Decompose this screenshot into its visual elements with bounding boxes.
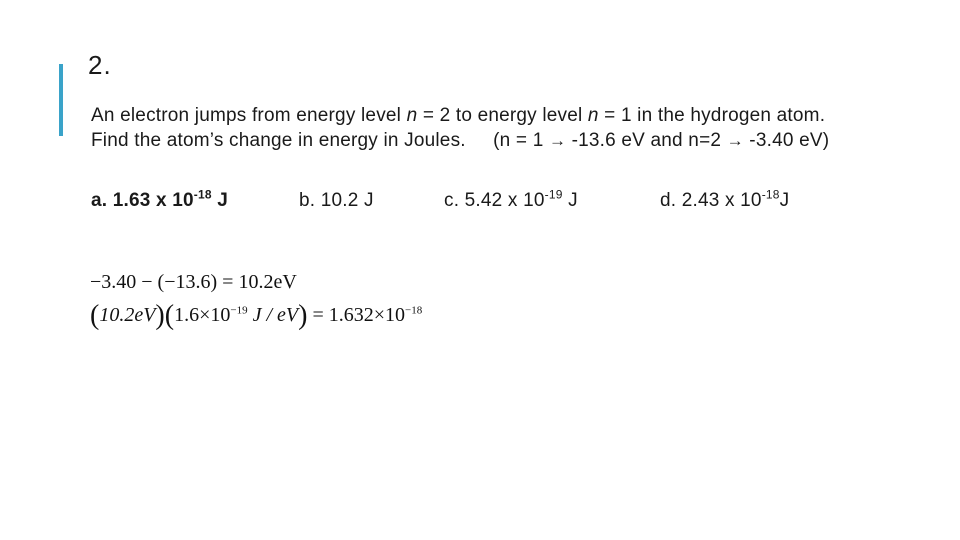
choice-d-exponent: -18 — [761, 187, 780, 202]
work-equation-1: −3.40 − (−13.6) = 10.2eV — [90, 271, 297, 293]
open-paren: ( — [90, 300, 100, 331]
arrow-icon: → — [726, 131, 744, 150]
question-segment: -13.6 eV and n=2 — [566, 130, 727, 151]
choice-a: a. 1.63 x $10^{-18}$ J — [91, 187, 228, 211]
question-segment: = 1 in the hydrogen atom. Find the atom’s change in energy in Joules. (n = 1 — [91, 105, 831, 151]
slide-title: 2. — [88, 50, 112, 80]
term-unit: J / eV — [247, 304, 299, 326]
question-segment: = 2 to energy level — [417, 105, 588, 126]
accent-bar — [59, 64, 63, 136]
choice-b: b. 10.2 J — [299, 190, 374, 211]
term-conversion: 1.6×10 — [174, 304, 231, 326]
close-paren: ) — [298, 300, 308, 331]
question-segment: An electron jumps from energy level — [91, 105, 407, 126]
term-energy: 10.2eV — [99, 304, 156, 326]
variable-n: n — [587, 105, 599, 126]
open-paren: ( — [164, 300, 175, 331]
question-text — [91, 103, 851, 153]
choice-c-exponent: -19 — [544, 187, 563, 202]
choice-d: d. 2.43 x $10^{-18}J$ — [660, 187, 790, 211]
choice-c: c. 5.42 x $10^{-19}$ J — [444, 187, 578, 211]
work-equation-2 — [90, 300, 423, 331]
arrow-icon: → — [548, 131, 567, 150]
question-segment: -3.40 eV) — [743, 130, 830, 151]
choice-a-exponent: -18 — [193, 187, 212, 202]
term-result: = 1.632×10 — [307, 304, 405, 326]
conversion-exponent: −19 — [230, 304, 248, 317]
close-paren: ) — [155, 300, 165, 331]
variable-n: n — [406, 105, 418, 126]
result-exponent: −18 — [405, 304, 423, 317]
